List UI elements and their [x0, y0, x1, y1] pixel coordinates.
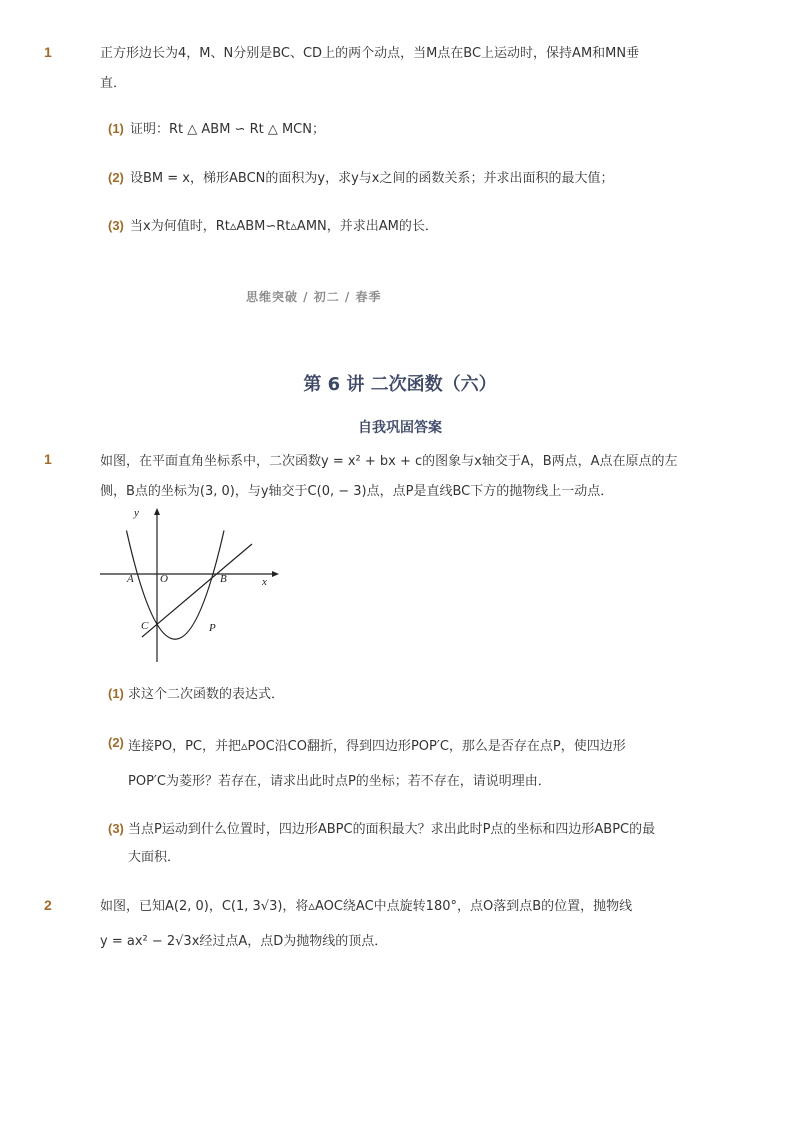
point-b-label: B: [220, 573, 227, 585]
sub-question-text: 大面积．: [128, 850, 181, 865]
sub-question-text: 求这个二次函数的表达式．: [128, 687, 285, 702]
sub-question-label: (1): [108, 121, 124, 136]
sub-question-label: (3): [108, 218, 124, 233]
sub-question-text: 当点P运动到什么位置时，四边形ABPC的面积最大？求出此时P点的坐标和四边形ABPC的最: [128, 822, 656, 837]
question-text-line: 如图，在平面直角坐标系中，二次函数y = x² + bx + c的图象与x轴交于A，B两点，A点在原点的左: [100, 454, 678, 469]
parabola-graph: [96, 500, 281, 670]
question-number: 1: [44, 451, 52, 467]
y-axis-label: y: [134, 507, 139, 519]
question-text-line: 直．: [100, 76, 127, 91]
page-footer: 思维突破 / 初二 / 春季: [246, 290, 382, 304]
point-a-label: A: [127, 573, 134, 585]
line-bc: [142, 544, 252, 637]
sub-question-text: 证明：Rt △ ABM ∽ Rt △ MCN；: [130, 122, 325, 137]
sub-question-label: (3): [108, 821, 124, 836]
question-text-line: y = ax² − 2√3x经过点A，点D为抛物线的顶点．: [100, 934, 388, 949]
point-c-label: C: [141, 620, 149, 632]
sub-question-text: 设BM = x，梯形ABCN的面积为y，求y与x之间的函数关系；并求出面积的最大值；: [130, 171, 614, 186]
question-text-line: 侧，B点的坐标为(3, 0)，与y轴交于C(0, − 3)点，点P是直线BC下方的抛物线上一动点．: [100, 484, 614, 499]
sub-question-label: (2): [108, 735, 124, 750]
question-number: 2: [44, 897, 52, 913]
point-p-label: P: [209, 622, 216, 634]
sub-question-text: 当x为何值时，Rt▵ABM∽Rt▵AMN，并求出AM的长．: [130, 219, 438, 234]
section-title: 自我巩固答案: [358, 420, 442, 436]
origin-label: O: [160, 573, 168, 585]
lecture-title: 第 6 讲 二次函数（六）: [303, 374, 497, 395]
question-number: 1: [44, 44, 52, 60]
sub-question-label: (2): [108, 170, 124, 185]
sub-question-text: POP′C为菱形？若存在，请求出此时点P的坐标；若不存在，请说明理由．: [128, 774, 551, 789]
question-text-line: 正方形边长为4，M、N分别是BC、CD上的两个动点，当M点在BC上运动时，保持AM和MN垂: [100, 46, 640, 61]
question-text-line: 如图，已知A(2, 0)，C(1, 3√3)，将▵AOC绕AC中点旋转180°，点O落到点B的位置，抛物线: [100, 899, 633, 914]
x-axis-label: x: [262, 576, 267, 588]
sub-question-text: 连接PO，PC，并把▵POC沿CO翻折，得到四边形POP′C，那么是否存在点P，使四边形: [128, 739, 626, 754]
sub-question-label: (1): [108, 686, 124, 701]
